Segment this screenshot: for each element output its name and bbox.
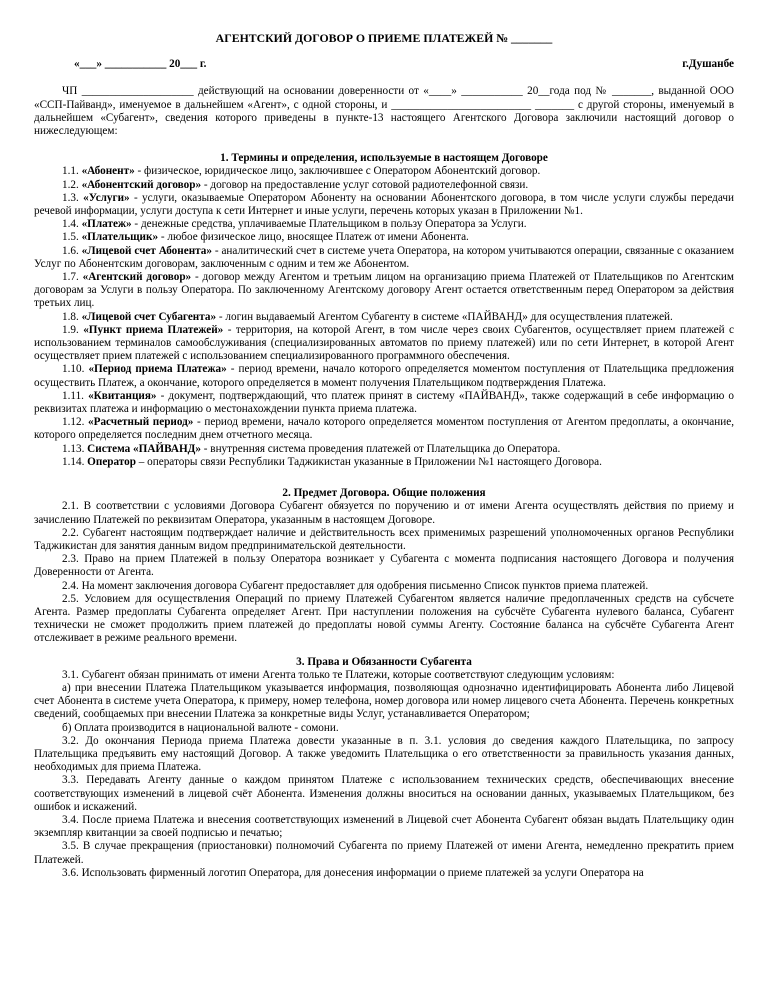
clause-3-1-b: б) Оплата производится в национальной валюте - сомони.: [62, 721, 339, 734]
clause-3-3: 3.3. Передавать Агенту данные о каждом принятом Платеже с использованием технических средств, обеспечивающих внесение соответствующих изменений в лицевой счёт Абонента. Изменения должны вноситься на основании данных, указываемых Плательщиком, без ошибок и искажений.: [34, 774, 734, 813]
date-place-row: [34, 58, 734, 71]
clause-3-1: 3.1. Субагент обязан принимать от имени Агента только те Платежи, которые соответствуют следующим условиям:: [62, 668, 615, 681]
clause-2-1: 2.1. В соответствии с условиями Договора Субагент обязуется по поручению и от имени Агента осуществлять действия по приему и зачислению Платежей по реквизитам Оператора, указанным в настоящем Договоре.: [34, 500, 734, 526]
clause-1-14: 1.14. Оператор – операторы связи Республики Таджикистан указанные в Приложении №1 настоящего Договора.: [62, 455, 602, 468]
clause-1-8: 1.8. «Лицевой счет Субагента» - логин выдаваемый Агентом Субагенту в системе «ПАЙВАНД» для осуществления платежей.: [62, 310, 673, 323]
clause-1-12: 1.12. «Расчетный период» - период времени, начало которого определяется моментом поступления от Агентом предоплаты, а окончание, которого определяется последним днем отчетного месяца.: [34, 416, 735, 442]
clause-3-1-a: а) при внесении Платежа Плательщиком указывается информация, позволяющая однозначно идентифицировать Абонента либо Лицевой счет Абонента в системе учета Оператора, к примеру, номер телефона, номер договора или номер лицевого счета Абонента. Перечень конкретных сведений, сообщаемых при внесении Платежа за конкретные виды Услуг, устанавливается Оператором;: [34, 681, 734, 721]
document-title: АГЕНТСКИЙ ДОГОВОР О ПРИЕМЕ ПЛАТЕЖЕЙ № _______: [215, 31, 553, 45]
clause-2-5: 2.5. Условием для осуществления Операций по приему Платежей Субагентом является наличие предоплаченных средств на субсчете Агента. Размер предоплаты Субагента определяет Агент. При наступлении положения на субсчёте Субагента нулевого баланса, Субагент технически не сможет продолжить прием платежей до предоплаты новой суммы Агенту. Состояние баланса на субсчёте Субагента Агент отслеживает в режиме реального времени.: [34, 592, 734, 645]
clause-1-13: 1.13. Система «ПАЙВАНД» - внутренняя система проведения платежей от Плательщика до Оператора.: [62, 442, 561, 455]
clause-3-6: 3.6. Использовать фирменный логотип Оператора, для донесения информации о приеме платежей за услуги Оператора на: [62, 866, 644, 879]
clause-1-3: 1.3. «Услуги» - услуги, оказываемые Оператором Абоненту на основании Абонентского договора, в том числе услуги службы передачи речевой информации, услуги доступа к сети Интернет и иные услуги, перечень которых указан в Приложении №1.: [34, 191, 735, 218]
clause-1-1: 1.1. «Абонент» - физическое, юридическое лицо, заключившее с Оператором Абонентский договор.: [62, 165, 541, 178]
clause-1-10: 1.10. «Период приема Платежа» - период времени, начало которого определяется моментом поступления от Плательщика предложения осуществить Платеж, а окончание, которого определяется в момент получения Плательщиком подтверждения Платежа.: [34, 363, 735, 389]
clause-1-9: 1.9. «Пункт приема Платежей» - территория, на которой Агент, в том числе через своих Субагентов, осуществляет прием платежей с использованием терминалов самообслуживания (специализированных автоматов по приему платежей) или по сети Интернет, в которой Агент осуществляет прием платежей с использованием специализированного программного обеспечения.: [34, 323, 734, 363]
clause-3-5: 3.5. В случае прекращения (приостановки) полномочий Субагента по приему Платежей от имени Агента, немедленно прекратить прием Платежей.: [34, 840, 734, 866]
clause-2-3: 2.3. Право на прием Платежей в пользу Оператора возникает у Субагента с момента подписания настоящего Договора и получения Доверенности от Агента.: [34, 553, 734, 579]
clause-2-4: 2.4. На момент заключения договора Субагент предоставляет для одобрения письменно Список пунктов приема платежей.: [62, 579, 649, 592]
clause-2-2: 2.2. Субагент настоящим подтверждает наличие и действительность всех применимых разрешений уполномоченных органов Республики Таджикистан для занятия данным видом предпринимательской деятельности.: [34, 526, 734, 552]
clause-1-7: 1.7. «Агентский договор» - договор между Агентом и третьим лицом на организацию приема Платежей от Плательщиков по Агентским договорам за Услуги в пользу Оператора. По заключенному Агентскому договору Агент остается ответственным перед Оператором за действия третьих лиц.: [34, 271, 734, 310]
clause-3-4: 3.4. После приема Платежа и внесения соответствующих изменений в Лицевой счет Абонента Субагент обязан выдать Плательщику один экземпляр квитанции за своей подписью и печатью;: [34, 813, 734, 840]
contract-city: г.Душанбе: [682, 58, 734, 71]
clause-1-5: 1.5. «Плательщик» - любое физическое лицо, вносящее Платеж от имени Абонента.: [62, 231, 469, 244]
intro-paragraph: ЧП ____________________ действующий на основании доверенности от «____» ___________ 20__года под № _______, выданной ООО «ССП-Пайванд», именуемое в дальнейшем «Агент», с одной стороны, и _________________________ _______ с другой стороны, именуемый в дальнейшем «Субагент», сведения которого приведены в пункте-13 настоящего Агентского Договора заключили настоящий договор о нижеследующем:: [34, 85, 734, 138]
section-2-heading: 2. Предмет Договора. Общие положения: [282, 487, 486, 500]
clause-1-2: 1.2. «Абонентский договор» - договор на предоставление услуг сотовой радиотелефонной связи.: [62, 178, 529, 191]
section-3-heading: 3. Права и Обязанности Субагента: [296, 655, 472, 668]
section-1-heading: 1. Термины и определения, используемые в настоящем Договоре: [220, 152, 548, 165]
clause-3-2: 3.2. До окончания Периода приема Платежа довести указанные в п. 3.1. условия до сведения каждого Плательщика, по запросу Плательщика предъявить ему настоящий Договор. А также уведомить Плательщика о его ответственности за правильность указания данных, необходимых для приема Платежа.: [34, 734, 734, 774]
contract-date: «___» ___________ 20___ г.: [74, 58, 207, 71]
clause-1-6: 1.6. «Лицевой счет Абонента» - аналитический счет в системе учета Оператора, на котором учитываются операции, связанные с оказанием Услуг по Абонентским договорам, заключенным с одним и тем же Абонентом.: [34, 244, 735, 270]
clause-1-11: 1.11. «Квитанция» - документ, подтверждающий, что платеж принят в систему «ПАЙВАНД», также содержащий в себе информацию о реквизитах платежа и информацию о местонахождении пункта приема платежа.: [34, 389, 734, 416]
clause-1-4: 1.4. «Платеж» - денежные средства, уплачиваемые Плательщиком в пользу Оператора за Услуги.: [62, 218, 527, 231]
